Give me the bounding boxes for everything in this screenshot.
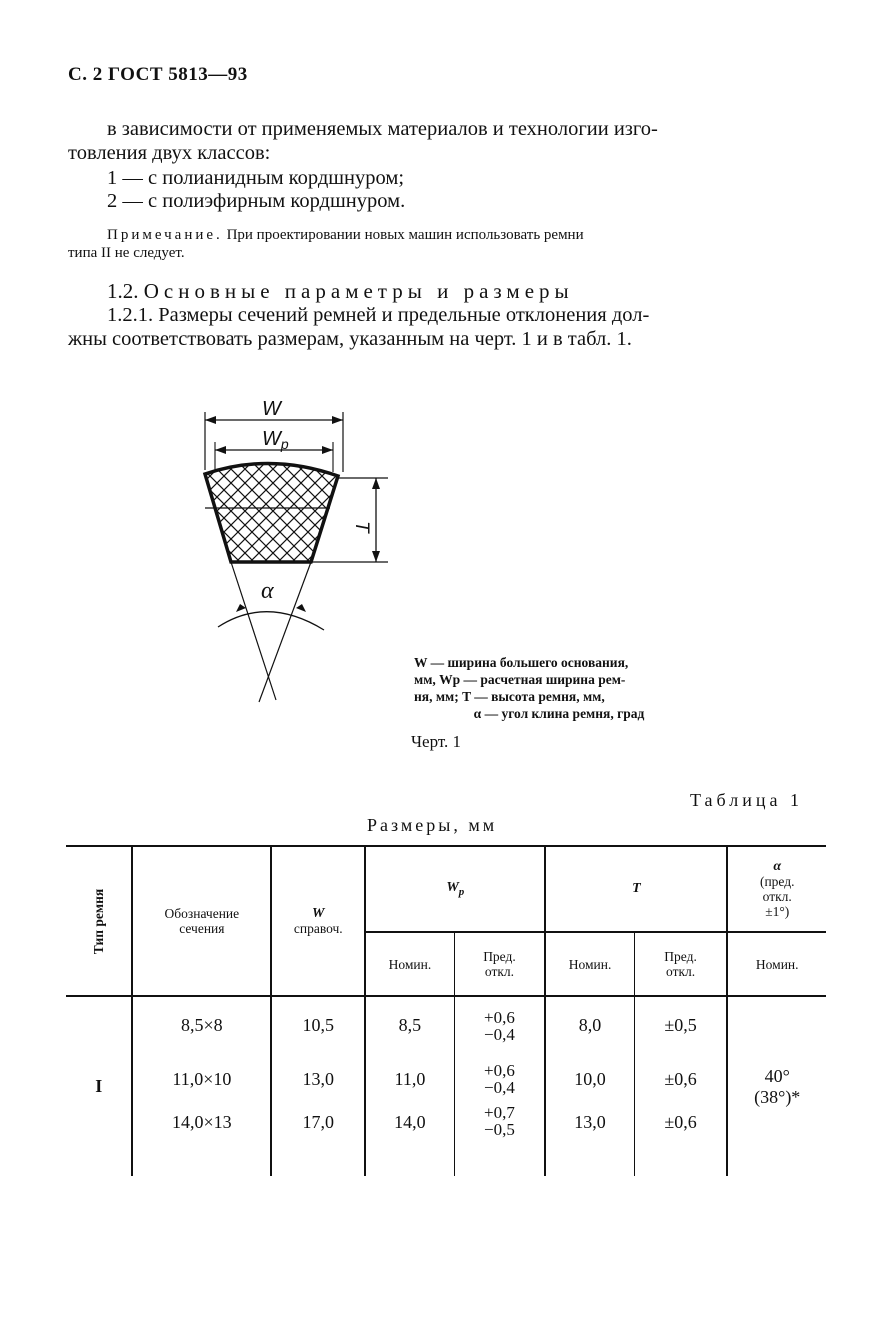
intro-line-1: в зависимости от применяемых материалов и технологии изго-	[107, 118, 658, 140]
section-number: 1.2.	[107, 279, 139, 303]
header-alpha-nom: Номин.	[727, 932, 826, 996]
header-designation: Обозначение сечения	[132, 846, 271, 996]
row-3-wp-nom: 14,0	[365, 1104, 454, 1176]
intro-line-2: товления двух классов:	[68, 142, 271, 164]
row-2-t-nom: 10,0	[545, 1054, 634, 1104]
row-2-designation: 11,0×10	[132, 1054, 271, 1104]
row-3-designation: 14,0×13	[132, 1104, 271, 1176]
row-3-w: 17,0	[271, 1104, 365, 1176]
alpha-value-1: 40°	[764, 1065, 790, 1086]
class-item-2: 2 — с полиэфирным кордшнуром.	[107, 190, 406, 212]
header-t: T	[545, 846, 727, 932]
alpha-value	[727, 996, 826, 1176]
class-item-1: 1 — с полианидным кордшнуром;	[107, 167, 405, 189]
legend-line-3: ня, мм; T — высота ремня, мм,	[414, 689, 605, 704]
row-2-w: 13,0	[271, 1054, 365, 1104]
row-3-wp-dev: +0,7 −0,5	[454, 1104, 545, 1176]
wp-label: $W_p$	[262, 428, 289, 452]
note-lead: Примечание.	[107, 227, 223, 243]
t-label: T	[351, 521, 372, 533]
header-type: Тип ремня	[91, 888, 107, 954]
header-w-sub: справоч.	[293, 921, 343, 936]
angle-arc	[218, 612, 324, 630]
row-3-t-dev: ±0,6	[634, 1104, 727, 1176]
header-wp-nom: Номин.	[365, 932, 454, 996]
alpha-label: α	[261, 578, 274, 604]
note-text: При проектировании новых машин использовать ремни	[226, 227, 584, 243]
paragraph-1-2-1-line-1: 1.2.1. Размеры сечений ремней и предельные отклонения дол-	[107, 304, 650, 326]
header-wp-dev: Пред. откл.	[454, 932, 545, 996]
row-2-wp-nom: 11,0	[365, 1054, 454, 1104]
page-header: С. 2 ГОСТ 5813—93	[68, 64, 248, 85]
row-3-t-nom: 13,0	[545, 1104, 634, 1176]
header-alpha-symbol: α	[773, 859, 782, 874]
table-units: Размеры, мм	[367, 815, 498, 835]
drawing-caption: Черт. 1	[411, 732, 462, 751]
type-value: I	[66, 996, 132, 1176]
row-1-wp-dev: +0,6 −0,4	[454, 996, 545, 1054]
header-alpha	[727, 846, 826, 932]
w-label: W	[262, 398, 281, 420]
header-type-cell	[66, 846, 132, 996]
row-2-wp-dev: +0,6 −0,4	[454, 1054, 545, 1104]
section-title: Основные параметры и размеры	[143, 279, 574, 303]
dimensions-table	[66, 845, 826, 1176]
row-1-t-nom: 8,0	[545, 996, 634, 1054]
row-1-designation: 8,5×8	[132, 996, 271, 1054]
legend-line-2: мм, Wр — расчетная ширина рем-	[414, 672, 626, 687]
row-2-t-dev: ±0,6	[634, 1054, 727, 1104]
drawing-legend	[414, 654, 714, 722]
header-wp: $W_p$	[365, 846, 545, 932]
header-w	[271, 846, 365, 996]
header-t-nom: Номин.	[545, 932, 634, 996]
table-number: Таблица 1	[690, 790, 803, 810]
legend-line-1: W — ширина большего основания,	[414, 655, 629, 670]
row-1-wp-nom: 8,5	[365, 996, 454, 1054]
row-1-t-dev: ±0,5	[634, 996, 727, 1054]
row-1-w: 10,5	[271, 996, 365, 1054]
header-t-dev: Пред. откл.	[634, 932, 727, 996]
alpha-value-2: (38°)*	[754, 1086, 801, 1107]
note-text-2: типа II не следует.	[68, 245, 185, 261]
paragraph-1-2-1-line-2: жны соответствовать размерам, указанным на черт. 1 и в табл. 1.	[68, 328, 632, 350]
legend-line-4: α — угол клина ремня, град	[473, 706, 645, 721]
header-alpha-sub: (пред. откл. ±1°)	[759, 874, 795, 919]
header-w-symbol: W	[312, 906, 325, 921]
